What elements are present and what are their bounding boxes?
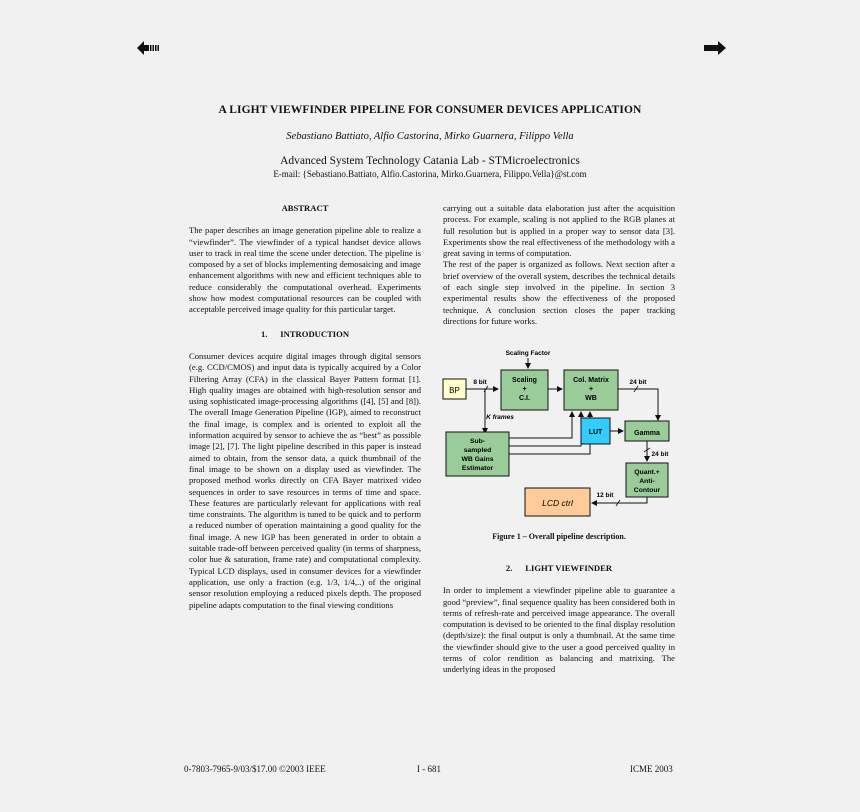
bit-12-label: 12 bit xyxy=(596,492,614,499)
gamma-label: Gamma xyxy=(634,430,660,437)
color-matrix-label-1: Col. Matrix xyxy=(573,377,609,384)
quant-label-2: Anti- xyxy=(639,478,655,485)
scaling-factor-label: Scaling Factor xyxy=(505,350,551,357)
section2-text: In order to implement a viewfinder pipeline able to guarantee a good “preview”, final sequence quality has been considered both in terms of refresh-rate and perceived image appearance. The overall computation is devised to be oriented to the final display resolution (depth/size): the final output is only a thumbnail. At the same time the viewfinder should give to the user a good perceived quality in terms of color rendition as balancing and matrixing. The underlying ideas in the proposed xyxy=(443,585,675,675)
left-arrow-icon[interactable] xyxy=(137,41,159,55)
color-matrix-label-3: WB xyxy=(585,395,597,402)
footer-page-number: I - 681 xyxy=(417,764,441,774)
paper-title: A LIGHT VIEWFINDER PIPELINE FOR CONSUMER DEVICES APPLICATION xyxy=(218,104,642,116)
footer-copyright: 0-7803-7965-9/03/$17.00 ©2003 IEEE xyxy=(184,764,326,774)
intro-text: Consumer devices acquire digital images through digital sensors (e.g. CCD/CMOS) and input data is typically acquired by a Color Filtering Array (CFA) in the classical Bayer Pattern format [1]. High quality images are obtained with high-resolution sensor and using sophisticated image-processing algorithms ([4], [5] and [8]). The overall Image Generation Pipeline (IGP), aimed to reconstruct the final image, is complex and is oriented to exploit all the information acquired by sensor to achieve the as “best” as possible image [2], [7]. The light pipeline described in this paper is instead aimed to obtain, from the sensor data, a quick thumbnail of the final image to be shown on a display used as viewfinder. The proposed method works directly on CFA Bayer matrixed video sequences in order to save resources in terms of time and space. These features are particularly relevant for applications with real time constraints. The algorithm is tuned to be quick and to perform a reduced number of operation maintaining a good quality for the final image. A new IGP has been generated in order to obtain a suitable trade-off between perceived quality (in terms of sharpness, color hue & saturation, frame rate) and computational complexity. Typical LCD displays, used in consumer devices for a viewfinder application, use only a fraction (e.g. 1/3, 1/4,..) of the original sensor resolution employing a reduced pixels depth. The proposed pipeline adapts computation to the final viewing conditions xyxy=(189,350,421,610)
k-frames-label: K frames xyxy=(486,414,514,421)
intro-heading: 1. INTRODUCTION xyxy=(260,328,350,339)
scaling-label-1: Scaling xyxy=(512,377,537,384)
quant-label-1: Quant.+ xyxy=(634,469,660,476)
left-column xyxy=(189,203,421,611)
estimator-label-1: Sub- xyxy=(469,438,486,445)
abstract-heading: ABSTRACT xyxy=(281,203,329,213)
bp-label: BP xyxy=(449,386,460,395)
pipeline-diagram xyxy=(440,346,684,521)
estimator-label-3: WB Gains xyxy=(461,456,494,463)
scaling-label-2: + xyxy=(522,386,527,393)
right-paragraph-2: The rest of the paper is organized as follows. Next section after a brief overview of the overall system, describes the technical details of each single step involved in the pipeline. In section 3 experimental results show the effectiveness of the proposed technique. A conclusion section closes the paper tracking directions for future works. xyxy=(443,259,675,326)
lcd-ctrl-label: LCD ctrl xyxy=(542,498,573,508)
estimator-label-4: Estimator xyxy=(461,465,494,472)
bit-24-label-a: 24 bit xyxy=(629,379,647,386)
right-arrow-icon[interactable] xyxy=(704,41,726,55)
right-paragraph-1: carrying out a suitable data elaboration just after the acquisition process. For example, scaling is not applied to the RGB planes at full resolution but is applied in a proper way to sensor data [3]. Experiments show the real effectiveness of the methodology with a great saving in terms of computation. xyxy=(443,203,675,259)
bit-8-label: 8 bit xyxy=(473,379,487,386)
estimator-label-2: sampled xyxy=(463,447,492,454)
right-column-lower xyxy=(443,563,675,676)
paper-affiliation: Advanced System Technology Catania Lab - STMicroelectronics xyxy=(280,155,580,167)
section2-heading: 2. LIGHT VIEWFINDER xyxy=(505,563,613,573)
paper-email: E-mail: {Sebastiano.Battiato, Alfio.Castorina, Mirko.Guarnera, Filippo.Vella}@st.com xyxy=(273,169,587,179)
lut-label: LUT xyxy=(588,429,603,436)
quant-label-3: Contour xyxy=(633,487,661,494)
color-matrix-label-2: + xyxy=(588,386,594,393)
bit-24-label-b: 24 bit xyxy=(651,451,669,458)
footer-conference: ICME 2003 xyxy=(630,764,673,774)
scaling-label-3: C.I. xyxy=(519,395,530,402)
right-column xyxy=(443,203,675,327)
figure-caption: Figure 1 – Overall pipeline description. xyxy=(492,532,626,541)
abstract-text: The paper describes an image generation pipeline able to realize a “viewfinder”. The viewfinder of a typical handset device allows user to track in real time the scene under detection. The pipeline is composed by a set of blocks implementing demosaicing and image enhancement algorithms with new and efficient techniques able to reduce considerably the computational overhead. Experiments show how modest computational resources can be coupled with acceptable perceived image quality for this particular target. xyxy=(189,225,421,315)
paper-authors: Sebastiano Battiato, Alfio Castorina, Mirko Guarnera, Filippo Vella xyxy=(286,131,574,142)
